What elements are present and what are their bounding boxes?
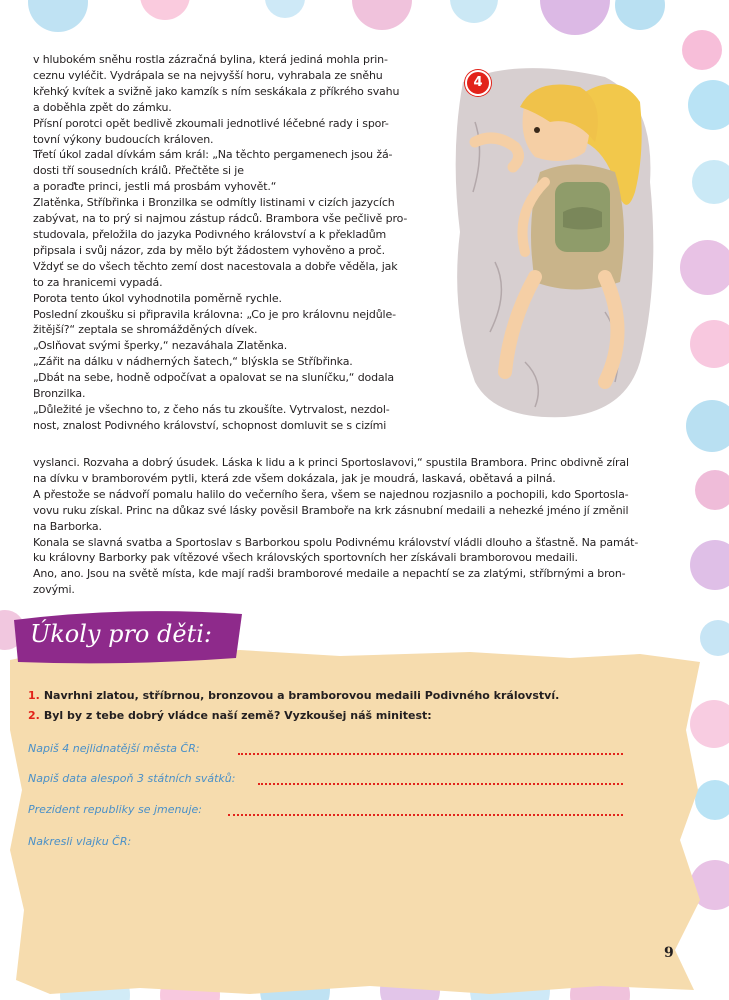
story-line: Poslední zkoušku si připravila královna: „Co je pro královnu nejdůle- — [33, 307, 396, 321]
story-line: nost, znalost Podivného království, schopnost domluvit se s cizími — [33, 418, 387, 432]
task-item — [28, 686, 648, 706]
page-number: 9 — [664, 945, 674, 961]
story-line: Porota tento úkol vyhodnotila poměrně rychle. — [33, 291, 282, 305]
tasks-banner — [14, 610, 244, 666]
quiz-question — [28, 803, 628, 825]
story-line: to za hranicemi vypadá. — [33, 275, 163, 289]
task-list — [28, 686, 648, 726]
story-line: ku královny Barborky pak vítězové všech královských sportovních her získávali bramborovou medaili. — [33, 551, 578, 565]
story-line: dosti tří sousedních králů. Přečtěte si je — [33, 164, 244, 178]
quiz-label: Prezident republiky se jmenuje: — [28, 803, 203, 816]
quiz-question — [28, 835, 628, 857]
story-line: studovala, přeložila do jazyka Podivného království a k překladům — [33, 227, 387, 241]
story-line: Zlatěnka, Stříbřinka i Bronzilka se odmítly listinami v cizích jazycích — [33, 196, 395, 210]
quiz-question — [28, 742, 628, 764]
story-line: zabývat, na to prý si najmou zástup rádců. Brambora vše pečlivě pro- — [33, 212, 408, 226]
illustration-number-badge: 4 — [465, 70, 491, 96]
story-line: Ano, ano. Jsou na světě místa, kde mají radši bramborové medaile a nepachtí se za zlatými, stříbrnými a bron- — [33, 567, 626, 581]
story-line: Bronzilka. — [33, 387, 86, 401]
task-item — [28, 706, 648, 726]
story-line: „Důležité je všechno to, z čeho nás tu zkoušíte. Vytrvalost, nezdol- — [33, 402, 390, 416]
story-line: tovní výkony budoucích královen. — [33, 132, 214, 146]
story-line: vovu ruku získal. Princ na důkaz své lásky pověsil Bramboře na krk zásnubní medaili a nehezké jméno jí změnil — [33, 503, 629, 517]
story-line: ceznu vyléčit. Vydrápala se na nejvyšší horu, vyhrabala ze sněhu — [33, 68, 383, 82]
story-line: „Oslňovat svými šperky,“ nezaváhala Zlatěnka. — [33, 339, 288, 353]
quiz-label: Napiš 4 nejlidnatější města ČR: — [28, 742, 200, 755]
story-line: žitější?“ zeptala se shromážděných dívek. — [33, 323, 258, 337]
story-line: „Dbát na sebe, hodně odpočívat a opalovat se na sluníčku,“ dodala — [33, 371, 395, 385]
story-text-wide — [33, 455, 688, 598]
task-number: 2. — [28, 709, 40, 722]
task-text: Navrhni zlatou, stříbrnou, bronzovou a bramborovou medaili Podivného království. — [43, 689, 560, 702]
story-line: v hlubokém sněhu rostla zázračná bylina, která jediná mohla prin- — [33, 53, 388, 66]
story-line: a doběhla zpět do zámku. — [33, 100, 172, 114]
quiz-label: Nakresli vlajku ČR: — [28, 835, 132, 848]
story-line: Přísní porotci opět bedlivě zkoumali jednotlivé léčebné rady i spor- — [33, 116, 389, 130]
story-line: Vždyť se do všech těchto zemí dost nacestovala a dobře věděla, jak — [33, 259, 398, 273]
story-line: připsala i svůj názor, zda by mělo být žádostem vyhověno a proč. — [33, 243, 386, 257]
task-text: Byl by z tebe dobrý vládce naší země? Vyzkoušej náš minitest: — [43, 709, 432, 722]
quiz-question — [28, 772, 628, 794]
answer-line[interactable] — [258, 783, 623, 785]
answer-line[interactable] — [228, 814, 623, 816]
story-line: na Barborka. — [33, 519, 102, 533]
quiz-label: Napiš data alespoň 3 státních svátků: — [28, 772, 236, 785]
story-line: Třetí úkol zadal dívkám sám král: „Na těchto pergamenech jsou žá- — [33, 148, 393, 162]
task-number: 1. — [28, 689, 40, 702]
story-text — [33, 52, 421, 434]
story-line: a poraďte princi, jestli má prosbám vyhovět.“ — [33, 180, 277, 194]
answer-line[interactable] — [238, 753, 623, 755]
story-line: na dívku v bramborovém pytli, která zde všem dokázala, jak je moudrá, laskavá, obětavá a pilná. — [33, 471, 556, 485]
tasks-title: Úkoly pro děti: — [30, 620, 212, 648]
story-line: křehký kvítek a svižně jako kamzík s ním seskákala z příkrého svahu — [33, 84, 400, 98]
story-line: vyslanci. Rozvaha a dobrý úsudek. Láska k lidu a k princi Sportoslavovi,“ spustila Brambora. Princ obdivně zíral — [33, 456, 629, 469]
climbing-girl-illustration — [455, 62, 660, 422]
story-line: zovými. — [33, 583, 75, 597]
story-line: Konala se slavná svatba a Sportoslav s Barborkou spolu Podivnému království vládli dlouho a šťastně. Na památ- — [33, 535, 639, 549]
story-line: „Zářit na dálku v nádherných šatech,“ blýskla se Stříbřinka. — [33, 355, 353, 369]
story-line: A přestože se nádvoří pomalu halilo do večerního šera, všem se najednou rozjasnilo a pochopili, kdo Sportosla- — [33, 487, 629, 501]
